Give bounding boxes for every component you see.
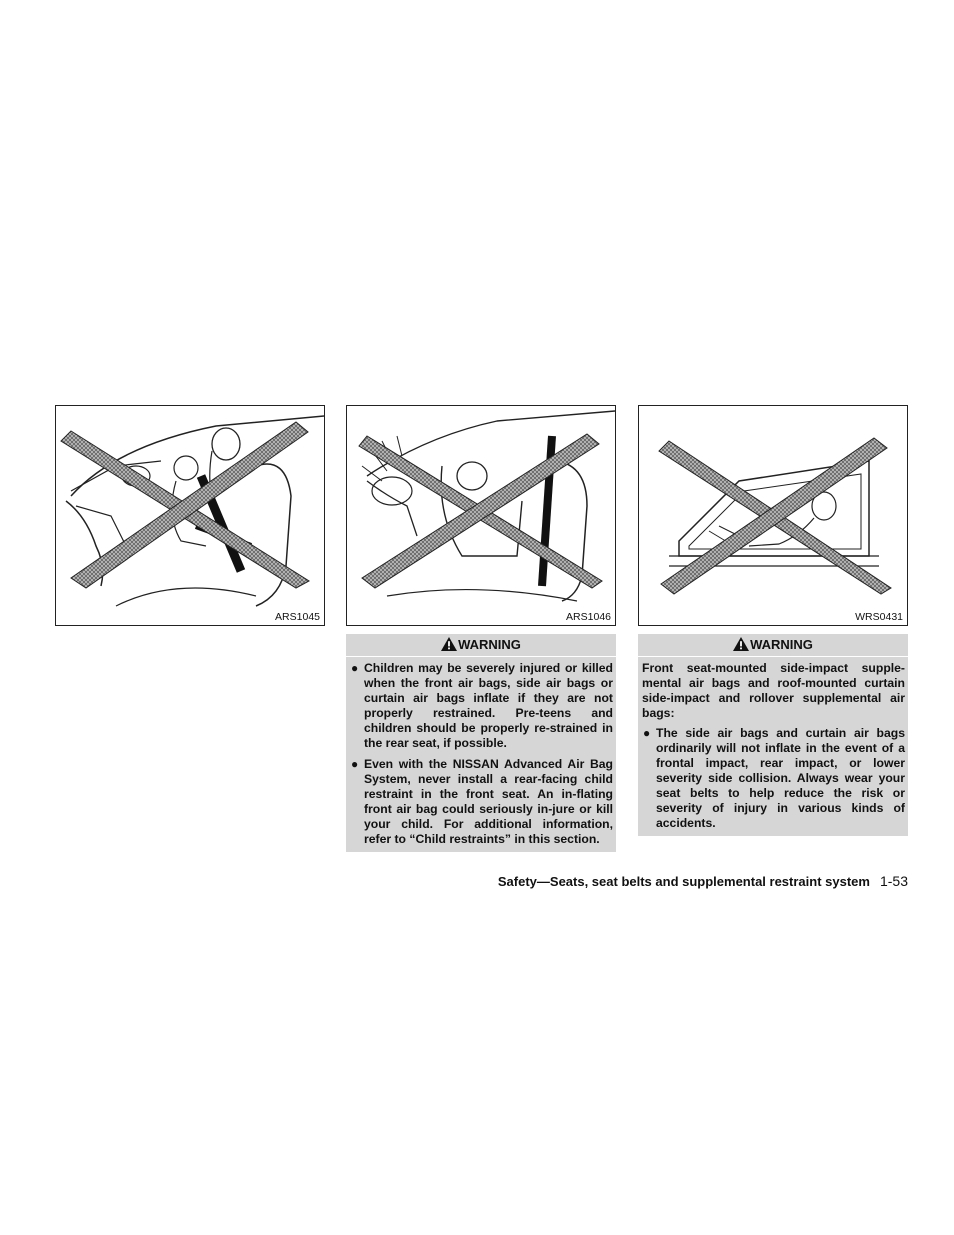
figure-rear-facing-seat-front (346, 405, 616, 626)
figure-code: ARS1045 (275, 611, 320, 623)
section-title: Safety—Seats, seat belts and supplemental restraint system (497, 874, 870, 889)
page-footer (498, 873, 908, 889)
warning-intro: Front seat-mounted side-impact supple-mental air bags and roof-mounted curtain side-impact and rollover supplemental air bags: (642, 661, 905, 720)
figure-code: ARS1046 (566, 611, 611, 623)
illustration-child-seat-airbag (347, 406, 615, 625)
figure-code: WRS0431 (855, 611, 903, 623)
warning-bullet: ● The side air bags and curtain air bags ordinarily will not inflate in the event of a frontal impact, rear impact, or lower severity side collision. Always wear your seat belts to help reduce the risk or severity of injury in various kinds of accidents. (643, 726, 905, 830)
warning-bullet: ● Even with the NISSAN Advanced Air Bag System, never install a rear-facing child restraint in the front seat. An in-flating front air bag could seriously in-jure or kill your child. For additional information, refer to “Child restraints” in this section. (351, 757, 613, 846)
warning-box-side-airbags (638, 634, 908, 836)
warning-header (638, 634, 908, 657)
warning-bullet: ● Children may be severely injured or killed when the front air bags, side air bags or curtain air bags inflate if they are not properly restrained. Pre-teens and children should be properly re-strained in the rear seat, if possible. (351, 661, 613, 750)
warning-triangle-icon (733, 637, 749, 651)
illustration-child-leaning-window (639, 406, 907, 625)
figure-child-front-seat-airbag (55, 405, 325, 626)
warning-box-child-restraint (346, 634, 616, 852)
illustration-child-held-in-lap (56, 406, 324, 625)
warning-triangle-icon (441, 637, 457, 651)
page-number: 1-53 (879, 873, 908, 889)
warning-header (346, 634, 616, 657)
figure-side-airbag (638, 405, 908, 626)
warning-title: WARNING (750, 637, 813, 652)
warning-title: WARNING (458, 637, 521, 652)
